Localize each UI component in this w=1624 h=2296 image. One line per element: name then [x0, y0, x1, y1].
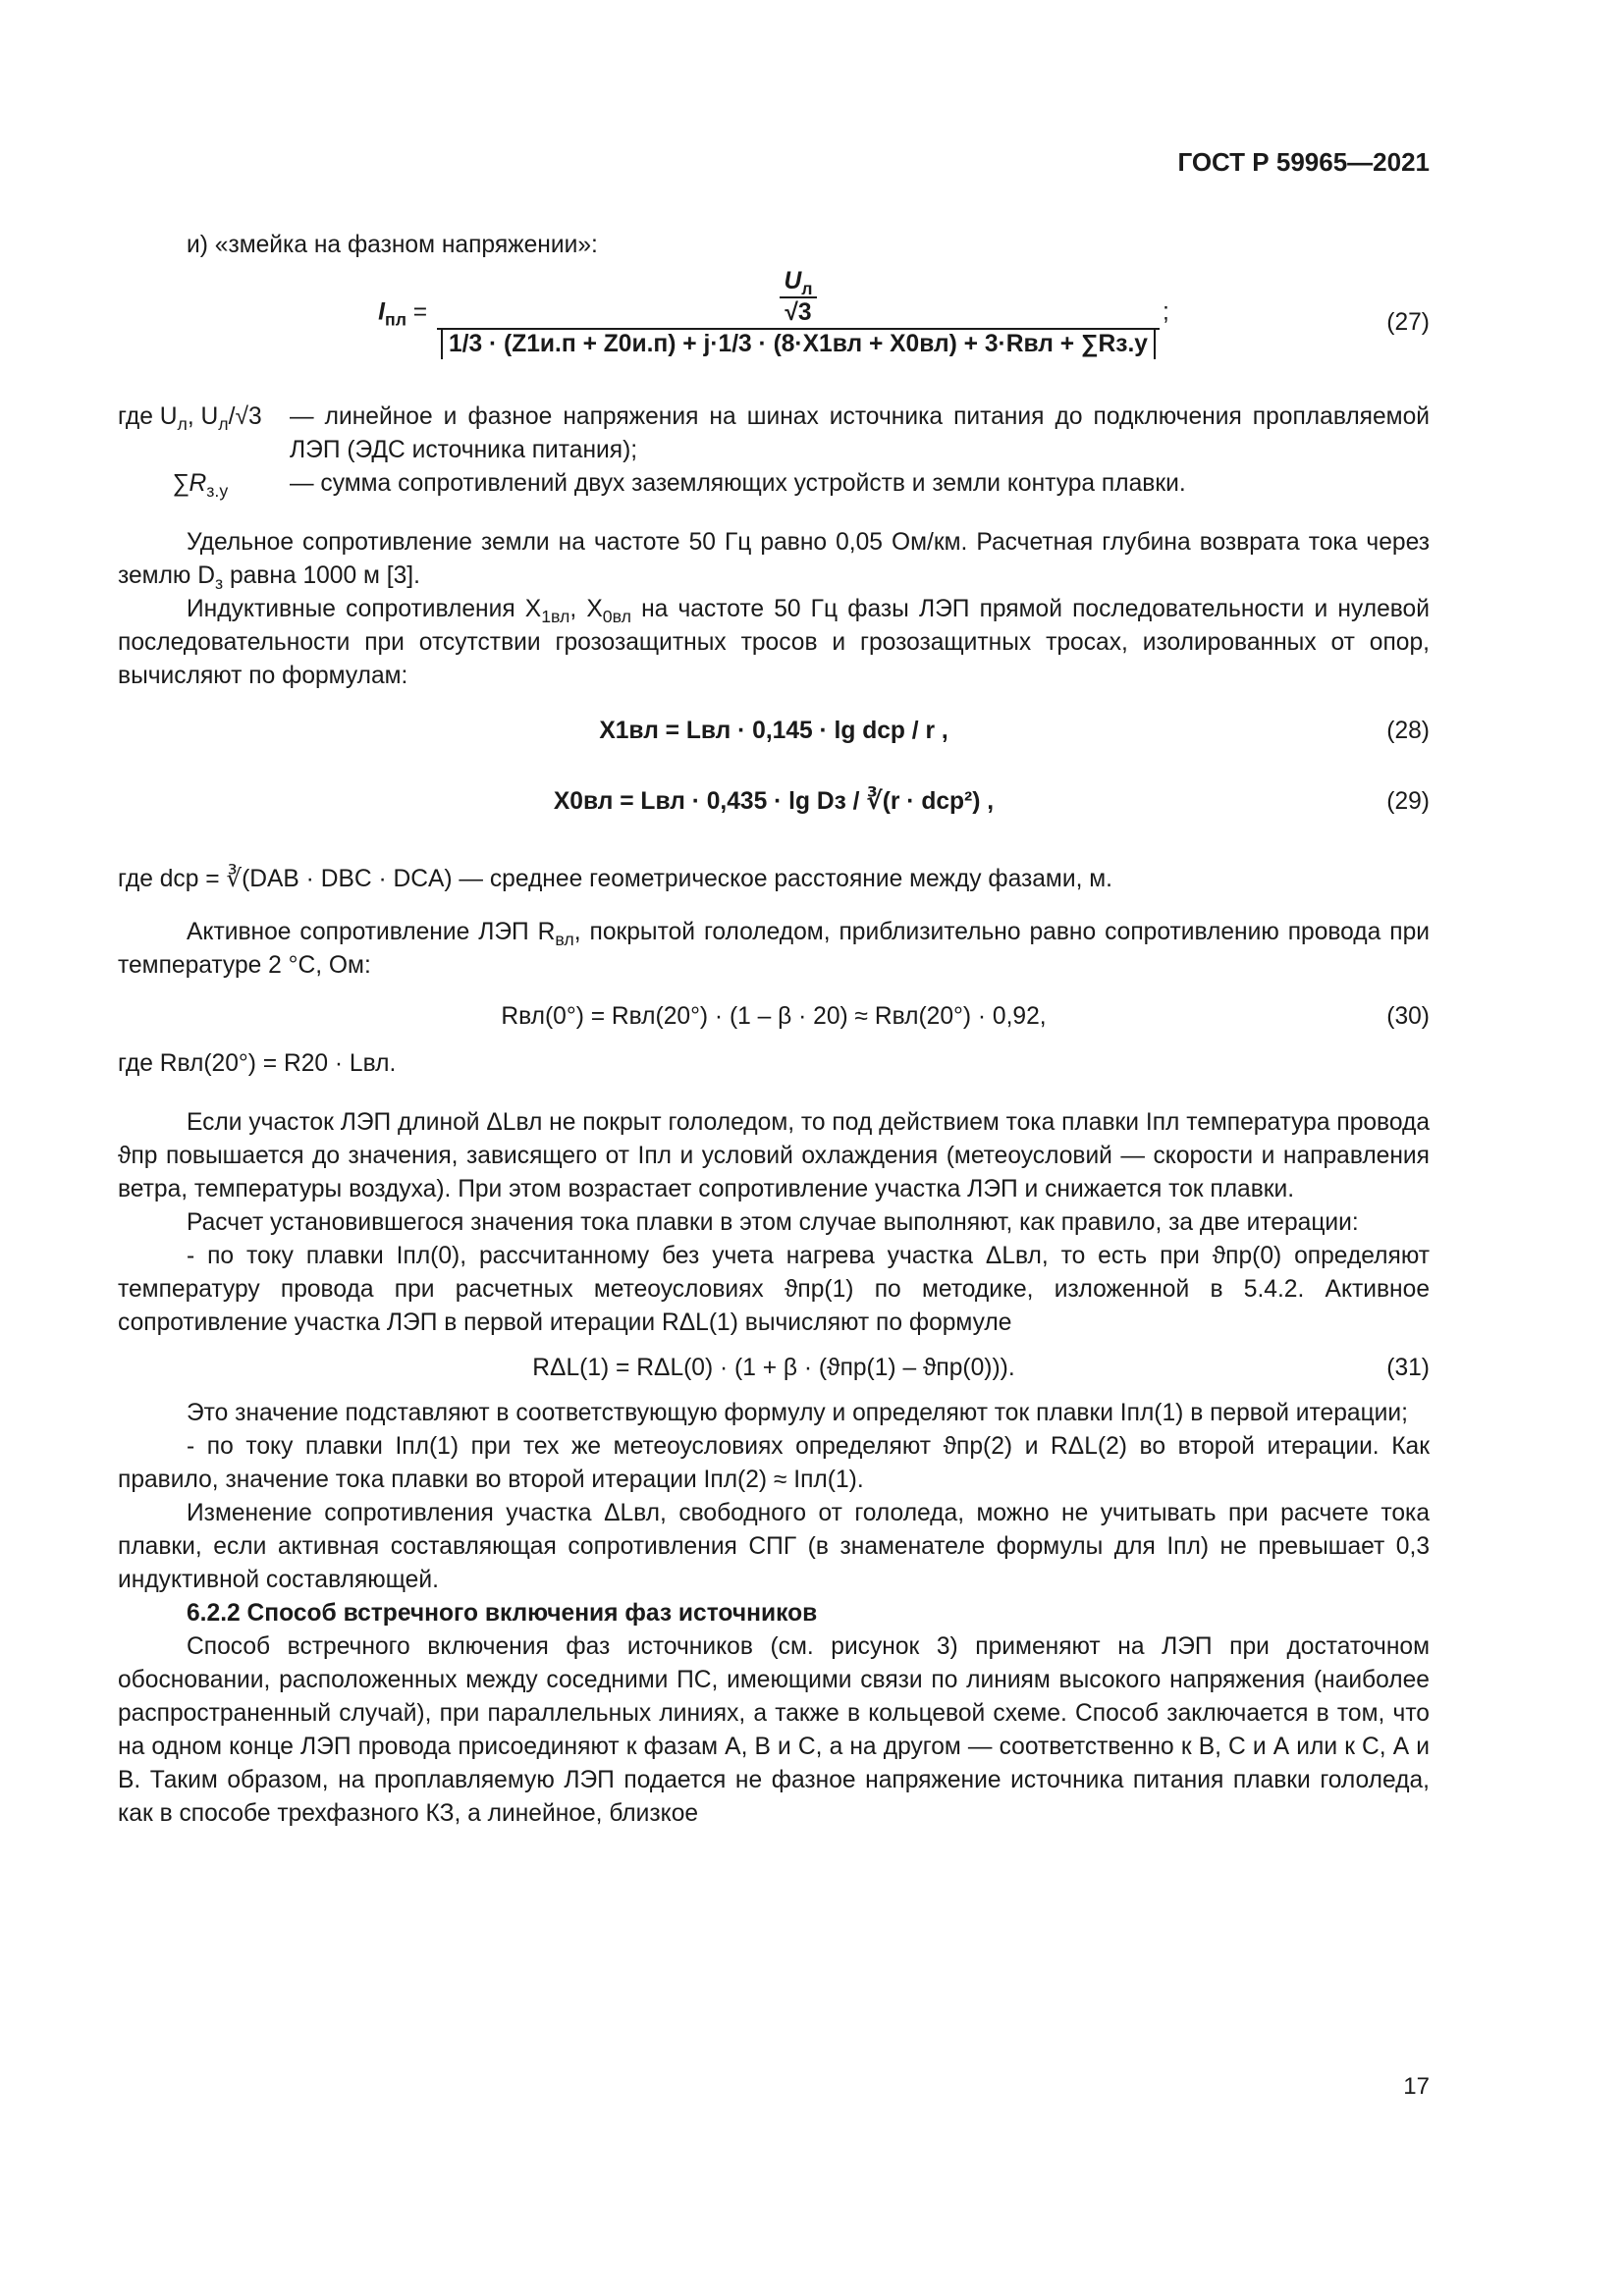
paragraph-inductive — [118, 593, 1430, 693]
where-dcp: где dср = ∛(DAB · DBC · DCA) — среднее геометрическое расстояние между фазами, м. — [118, 866, 1112, 892]
para2-b: , X — [569, 596, 603, 622]
where1-label-text: где U — [118, 403, 178, 430]
formula-31-body: RΔL(1) = RΔL(0) · (1 + β · (ϑпр(1) – ϑпр(0))). — [532, 1355, 1015, 1381]
para2-c: на частоте 50 Гц фазы ЛЭП прямой последовательности и нулевой последовательности при отсутствии грозозащитных тросов и грозозащитных тросах, изолированных от опор, вычисляют по формулам: — [118, 596, 1430, 689]
where2-label-sub: з.у — [206, 481, 229, 502]
page-number: 17 — [1403, 2073, 1430, 2100]
formula-30-number: (30) — [1386, 1003, 1430, 1030]
paragraph-second-iteration: - по току плавки Iпл(1) при тех же метеоусловиях определяют ϑпр(2) и RΔL(2) во второй итерации. Как правило, значение тока плавки во второй итерации Iпл(2) ≈ Iпл(1). — [118, 1433, 1430, 1493]
f27-sqrt3: √3 — [785, 299, 812, 326]
formula-31 — [118, 1340, 1430, 1397]
formula-31-number: (31) — [1386, 1355, 1430, 1381]
para2-sub2: 0вл — [602, 607, 631, 627]
formula-29 — [118, 774, 1430, 857]
where2-label-text: ∑R — [172, 470, 207, 497]
paragraph-earth-resistance — [118, 526, 1430, 593]
formula-27-number: (27) — [1386, 309, 1430, 336]
para1-end: равна 1000 м [3]. — [223, 562, 420, 589]
paragraph-first-iteration: - по току плавки Iпл(0), рассчитанному без учета нагрева участка ΔLвл, то есть при ϑпр(0) определяют температуру провода при расчетных метеоусловиях ϑпр(1) по методике, изложенной в 5.4.2. Активное сопротивление участка ЛЭП в первой итерации RΔL(1) вычисляют по формуле — [118, 1243, 1430, 1336]
f27-u-sub: л — [801, 279, 813, 299]
formula-28 — [118, 703, 1430, 774]
where1-label-sub: л — [177, 414, 188, 435]
paragraph-counter-connection: Способ встречного включения фаз источников (см. рисунок 3) применяют на ЛЭП при достаточном обосновании, расположенных между соседними ПС, имеющими связи по линиям высокого напряжения (наиболее распространенный случай), при параллельных линиях, а также в кольцевой схеме. Способ заключается в том, что на одном конце ЛЭП провода присоединяют к фазам А, В и С, а на другом — соответственно к В, С и А или к С, А и В. Таким образом, на проплавляемую ЛЭП подается не фазное напряжение источника питания плавки гололеда, как в способе трехфазного КЗ, а линейное, близкое — [118, 1633, 1430, 1827]
where-block-1 — [118, 400, 1430, 467]
paragraph-active-resistance — [118, 916, 1430, 983]
para1-sub: з — [214, 573, 224, 594]
section-heading-6-2-2: 6.2.2 Способ встречного включения фаз источников — [187, 1600, 818, 1627]
paragraph-resistance-change: Изменение сопротивления участка ΔLвл, свободного от гололеда, можно не учитывать при расчете тока плавки, если активная составляющая сопротивления СПГ (в знаменателе формулы для Iпл) не превышает 0,3 индуктивной составляющей. — [118, 1500, 1430, 1593]
where2-text: — сумма сопротивлений двух заземляющих устройств и земли контура плавки. — [290, 470, 1186, 497]
para2-a: Индуктивные сопротивления X — [187, 596, 542, 622]
formula-27 — [118, 262, 1430, 395]
f27-denominator: 1/3 · (Z1и.п + Z0и.п) + j·1/3 · (8·X1вл + X0вл) + 3·Rвл + ∑Rз.у — [441, 330, 1156, 359]
f27-fraction — [437, 267, 1160, 359]
formula-30 — [118, 988, 1430, 1043]
list-item-i: и) «змейка на фазном напряжении»: — [187, 232, 598, 258]
f27-lhs-sub: пл — [385, 309, 406, 330]
formula-29-number: (29) — [1386, 788, 1430, 815]
document-code: ГОСТ Р 59965—2021 — [1177, 147, 1430, 177]
where2-label — [172, 467, 228, 501]
formula-30-body: Rвл(0°) = Rвл(20°) · (1 – β · 20) ≈ Rвл(20°) · 0,92, — [501, 1003, 1047, 1030]
f27-u: U — [784, 268, 802, 294]
where-block-2 — [118, 467, 1430, 507]
para1-text: Удельное сопротивление земли на частоте 50 Гц равно 0,05 Ом/км. Расчетная глубина возврата тока через землю D — [118, 529, 1430, 589]
formula-29-body: X0вл = Lвл · 0,435 · lg Dз / ∛(r · dср²) , — [553, 788, 995, 815]
page-body — [118, 147, 1430, 1831]
formula-28-number: (28) — [1386, 718, 1430, 744]
where1-text: — линейное и фазное напряжения на шинах источника питания до подключения проплавляемой ЛЭП (ЭДС источника питания); — [290, 403, 1430, 463]
para3-sub: вл — [555, 930, 574, 950]
formula-28-body: X1вл = Lвл · 0,145 · lg dср / r , — [599, 718, 948, 744]
where-r20: где Rвл(20°) = R20 · Lвл. — [118, 1050, 397, 1077]
paragraph-iterations: Расчет установившегося значения тока плавки в этом случае выполняют, как правило, за две итерации: — [187, 1209, 1359, 1236]
f27-numerator — [437, 267, 1160, 330]
f27-inner-fraction — [780, 267, 816, 328]
paragraph-uncovered-section: Если участок ЛЭП длиной ΔLвл не покрыт гололедом, то под действием тока плавки Iпл температура провода ϑпр повышается до значения, зависящего от Iпл и условий охлаждения (метеоусловий — скорости и направления ветра, температуры воздуха). При этом возрастает сопротивление участка ЛЭП и снижается ток плавки. — [118, 1109, 1430, 1202]
formula-27-body: $I_{пл}$ = $\frac{U_л}{√3}$ 1/3 · (Z1и.п + Z0и.п) + j·1/3 · (8·X1вл + X0вл) + 3·Rвл + ∑Rз.у ; — [378, 268, 1169, 357]
f27-lhs: I — [378, 298, 386, 326]
para2-sub1: 1вл — [541, 607, 570, 627]
where1-label: где $U_л$, $U_л/√3$ — [118, 403, 262, 435]
para3-b: , покрытой гололедом, приблизительно равно сопротивлению провода при температуре 2 °C, Ом: — [118, 919, 1430, 979]
para3-a: Активное сопротивление ЛЭП R — [187, 919, 556, 945]
paragraph-substitute: Это значение подставляют в соответствующую формулу и определяют ток плавки Iпл(1) в первой итерации; — [187, 1400, 1408, 1426]
